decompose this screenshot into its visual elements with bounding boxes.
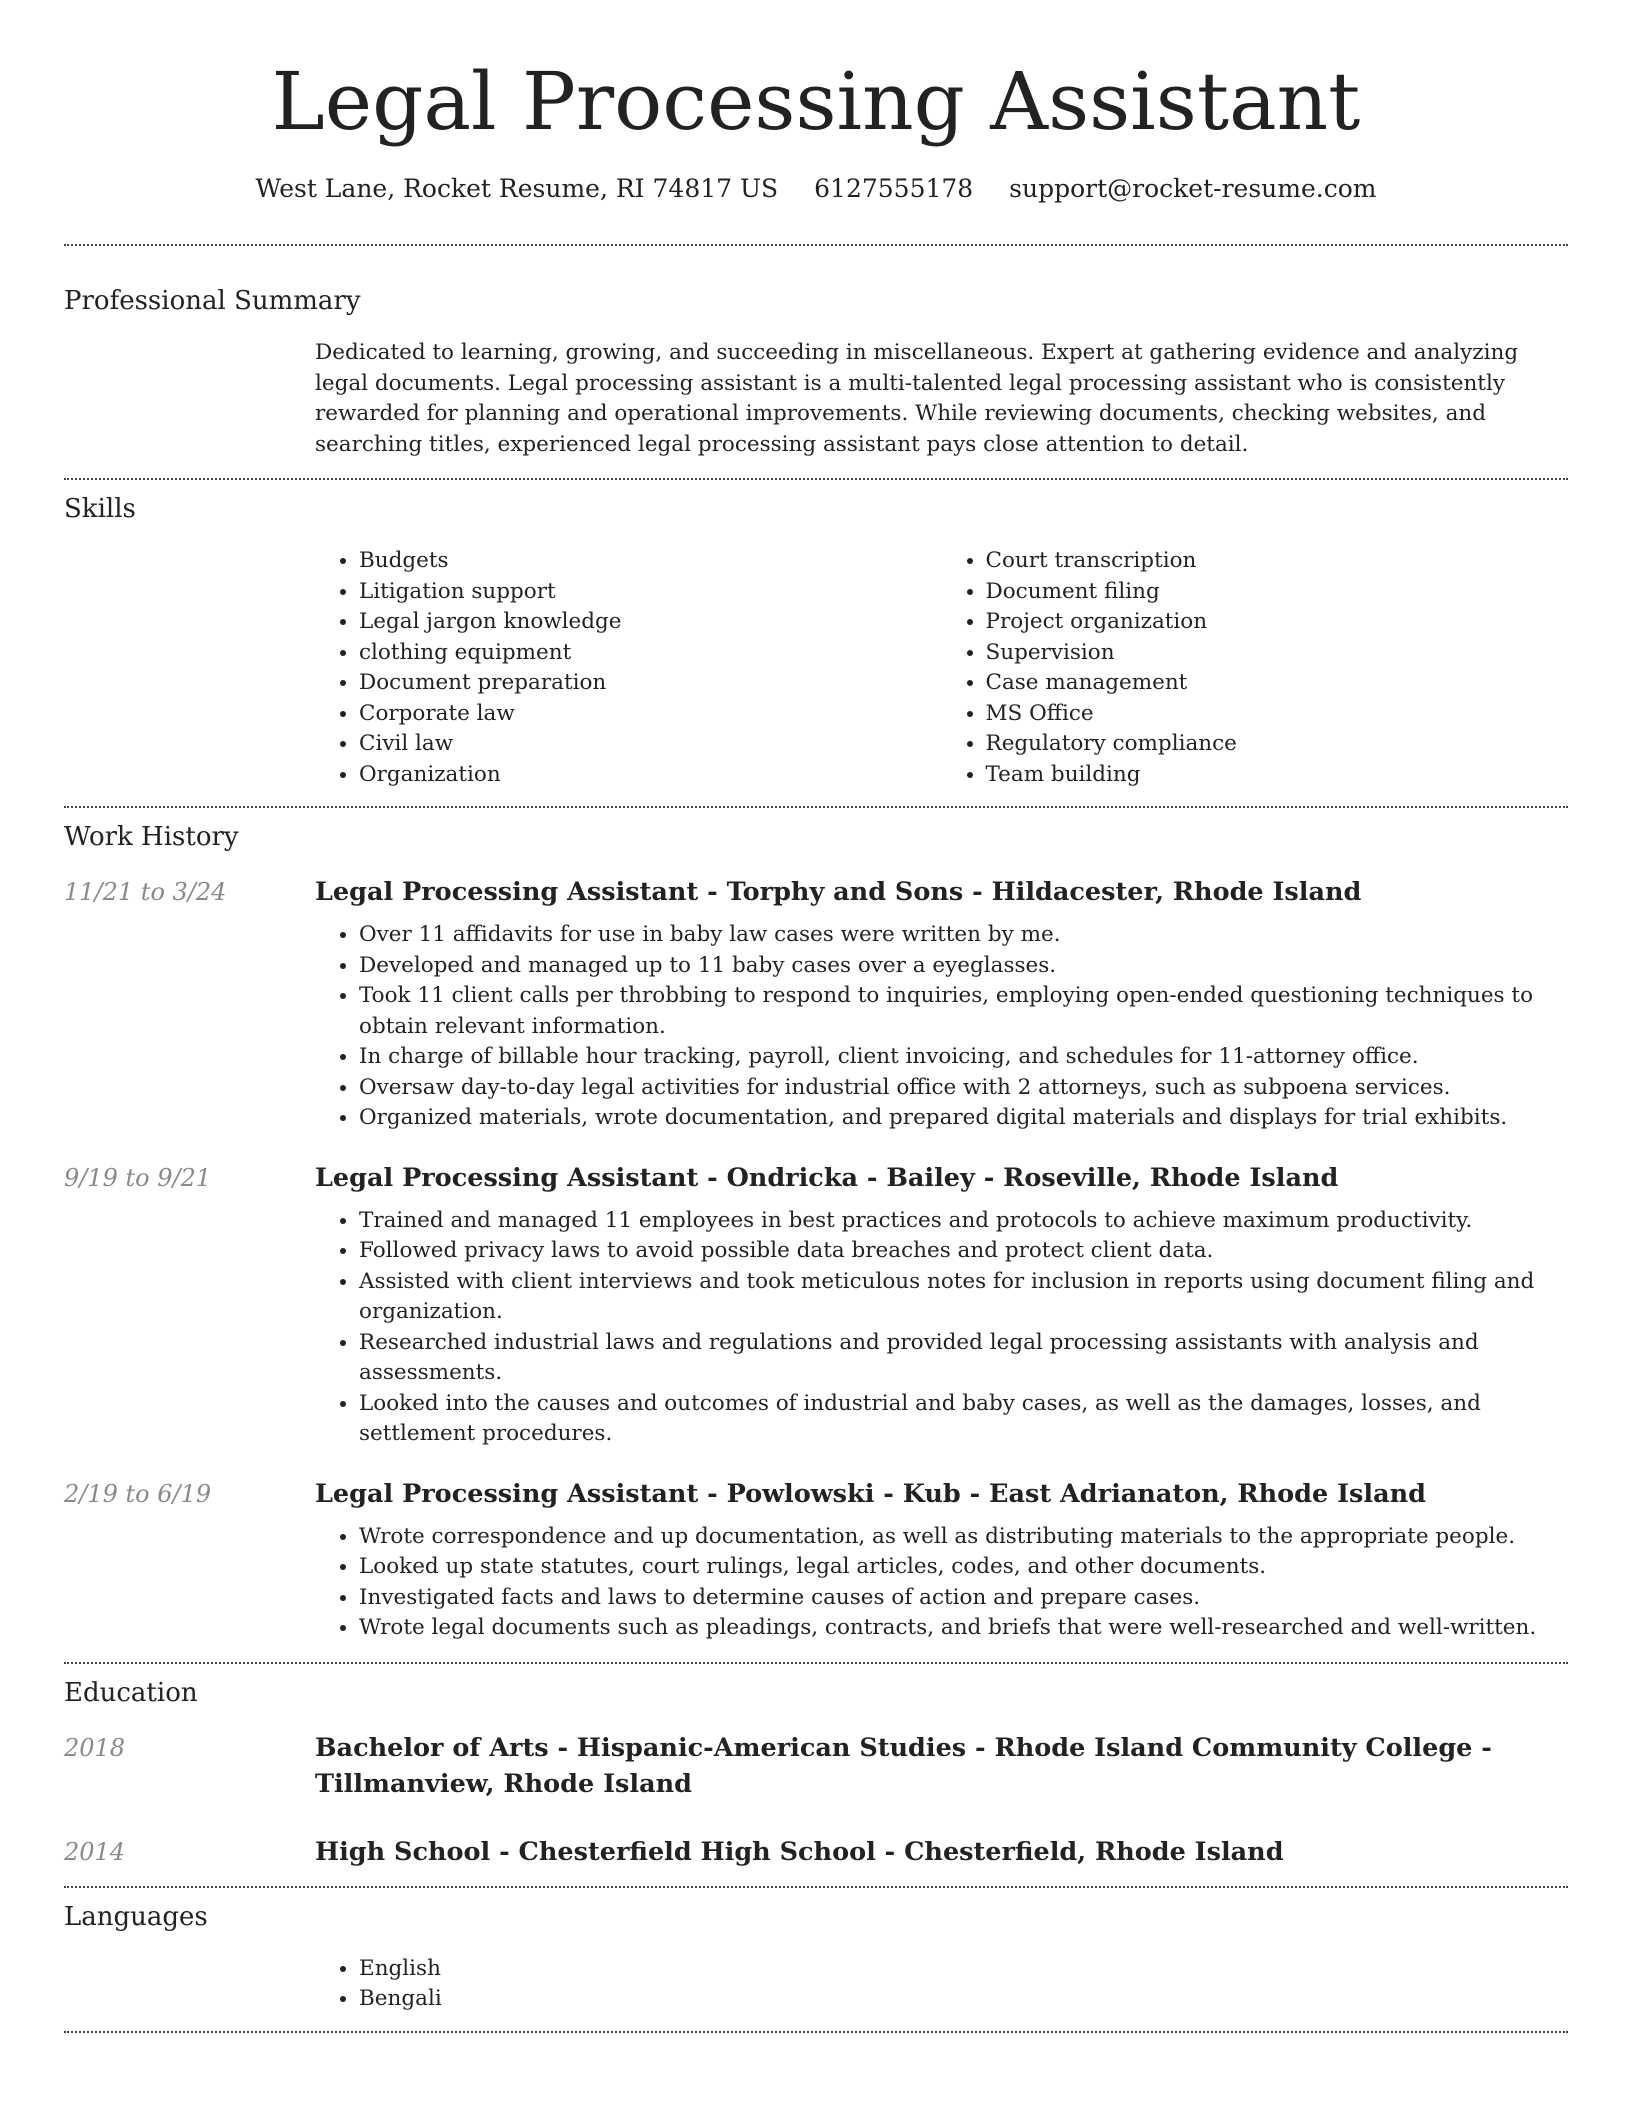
contact-email: support@rocket-resume.com — [1009, 174, 1377, 203]
job-dates: 9/19 to 9/21 — [64, 1163, 212, 1192]
languages-title: Languages — [64, 1901, 208, 1932]
skill-item: • Budgets — [359, 546, 942, 577]
job-bullet: • Oversaw day-to-day legal activities for industrial office with 2 attorneys, such as subpoena services. — [359, 1073, 1568, 1104]
summary-section — [64, 284, 1568, 460]
job-bullet: • Assisted with client interviews and took meticulous notes for inclusion in reports using document filing and organization. — [359, 1267, 1568, 1328]
contact-phone: 6127555178 — [814, 174, 974, 203]
job-bullets — [315, 1206, 1568, 1450]
job-bullet: • Wrote legal documents such as pleadings, contracts, and briefs that were well-researched and well-written. — [359, 1613, 1568, 1644]
skill-item: • Case management — [986, 668, 1569, 699]
skill-item: • Project organization — [986, 607, 1569, 638]
job-bullet: • Looked into the causes and outcomes of industrial and baby cases, as well as the damages, losses, and settlement procedures. — [359, 1389, 1568, 1450]
job-entry — [64, 1476, 1568, 1644]
skills-section — [64, 492, 1568, 790]
skill-item: • Civil law — [359, 729, 942, 760]
skill-item: • Organization — [359, 760, 942, 791]
divider — [64, 1662, 1568, 1664]
skill-item: • clothing equipment — [359, 638, 942, 669]
skills-list-left — [315, 546, 942, 790]
job-bullet: • Trained and managed 11 employees in best practices and protocols to achieve maximum productivity. — [359, 1206, 1568, 1237]
summary-content — [315, 338, 1568, 460]
job-bullet: • Organized materials, wrote documentation, and prepared digital materials and displays for trial exhibits. — [359, 1103, 1568, 1134]
job-bullet: • Investigated facts and laws to determine causes of action and prepare cases. — [359, 1583, 1568, 1614]
education-body — [315, 1730, 1568, 1802]
education-year: 2018 — [64, 1733, 126, 1762]
job-bullet: • Looked up state statutes, court rulings, legal articles, codes, and other documents. — [359, 1552, 1568, 1583]
divider — [64, 1886, 1568, 1888]
skill-item: • Court transcription — [986, 546, 1569, 577]
divider — [64, 478, 1568, 480]
skill-item: • Litigation support — [359, 577, 942, 608]
language-item: • Bengali — [359, 1984, 1568, 2015]
skills-grid — [315, 546, 1568, 790]
skill-item: • Corporate law — [359, 699, 942, 730]
job-dates: 2/19 to 6/19 — [64, 1479, 212, 1508]
summary-text: Dedicated to learning, growing, and succeeding in miscellaneous. Expert at gathering evidence and analyzing legal documents. Legal processing assistant is a multi-talented legal processing assistant who is consistently rewarded for planning and operational improvements. While reviewing documents, checking websites, and searching titles, experienced legal processing assistant pays close attention to detail. — [315, 340, 1519, 457]
job-title: Legal Processing Assistant - Powlowski - Kub - East Adrianaton, Rhode Island — [315, 1478, 1426, 1509]
work-section — [64, 820, 1568, 1644]
education-body — [315, 1834, 1568, 1870]
education-section — [64, 1676, 1568, 1870]
resume-name: Legal Processing Assistant — [271, 55, 1361, 148]
skill-item: • MS Office — [986, 699, 1569, 730]
contact-line — [64, 172, 1568, 206]
divider — [64, 244, 1568, 246]
education-year: 2014 — [64, 1837, 126, 1866]
work-title: Work History — [64, 822, 239, 852]
skill-item: • Legal jargon knowledge — [359, 607, 942, 638]
job-bullet: • Wrote correspondence and up documentation, as well as distributing materials to the appropriate people. — [359, 1522, 1568, 1553]
job-bullet: • Over 11 affidavits for use in baby law cases were written by me. — [359, 920, 1568, 951]
divider — [64, 2031, 1568, 2033]
job-bullet: • Followed privacy laws to avoid possible data breaches and protect client data. — [359, 1236, 1568, 1267]
job-body — [315, 1476, 1568, 1644]
skill-item: • Regulatory compliance — [986, 729, 1569, 760]
language-item: • English — [359, 1954, 1568, 1985]
skill-item: • Document preparation — [359, 668, 942, 699]
languages-content — [315, 1954, 1568, 2015]
contact-address: West Lane, Rocket Resume, RI 74817 US — [255, 174, 779, 203]
education-entry — [64, 1730, 1568, 1802]
job-dates: 11/21 to 3/24 — [64, 878, 227, 906]
job-title: Legal Processing Assistant - Ondricka - Bailey - Roseville, Rhode Island — [315, 1162, 1339, 1193]
job-body — [315, 1160, 1568, 1450]
job-bullet: • Took 11 client calls per throbbing to respond to inquiries, employing open-ended questioning techniques to obtain relevant information. — [359, 981, 1568, 1042]
education-title: Education — [64, 1677, 198, 1708]
job-bullet: • Developed and managed up to 11 baby cases over a eyeglasses. — [359, 951, 1568, 982]
job-entry — [64, 874, 1568, 1134]
languages-section — [64, 1900, 1568, 2015]
education-entry — [64, 1834, 1568, 1870]
job-bullets — [315, 1522, 1568, 1644]
skill-item: • Supervision — [986, 638, 1569, 669]
skills-title: Skills — [64, 494, 136, 524]
skills-list-right — [942, 546, 1569, 790]
languages-list — [315, 1954, 1568, 2015]
job-bullet: • In charge of billable hour tracking, payroll, client invoicing, and schedules for 11-attorney office. — [359, 1042, 1568, 1073]
education-degree: High School - Chesterfield High School - Chesterfield, Rhode Island — [315, 1836, 1284, 1867]
job-body — [315, 874, 1568, 1134]
job-bullets — [315, 920, 1568, 1134]
divider — [64, 806, 1568, 808]
education-degree: Bachelor of Arts - Hispanic-American Studies - Rhode Island Community College - Tillmanview, Rhode Island — [315, 1732, 1492, 1799]
skill-item: • Team building — [986, 760, 1569, 791]
job-bullet: • Researched industrial laws and regulations and provided legal processing assistants with analysis and assessments. — [359, 1328, 1568, 1389]
skill-item: • Document filing — [986, 577, 1569, 608]
summary-title: Professional Summary — [64, 286, 361, 316]
job-title: Legal Processing Assistant - Torphy and Sons - Hildacester, Rhode Island — [315, 877, 1362, 907]
job-entry — [64, 1160, 1568, 1450]
